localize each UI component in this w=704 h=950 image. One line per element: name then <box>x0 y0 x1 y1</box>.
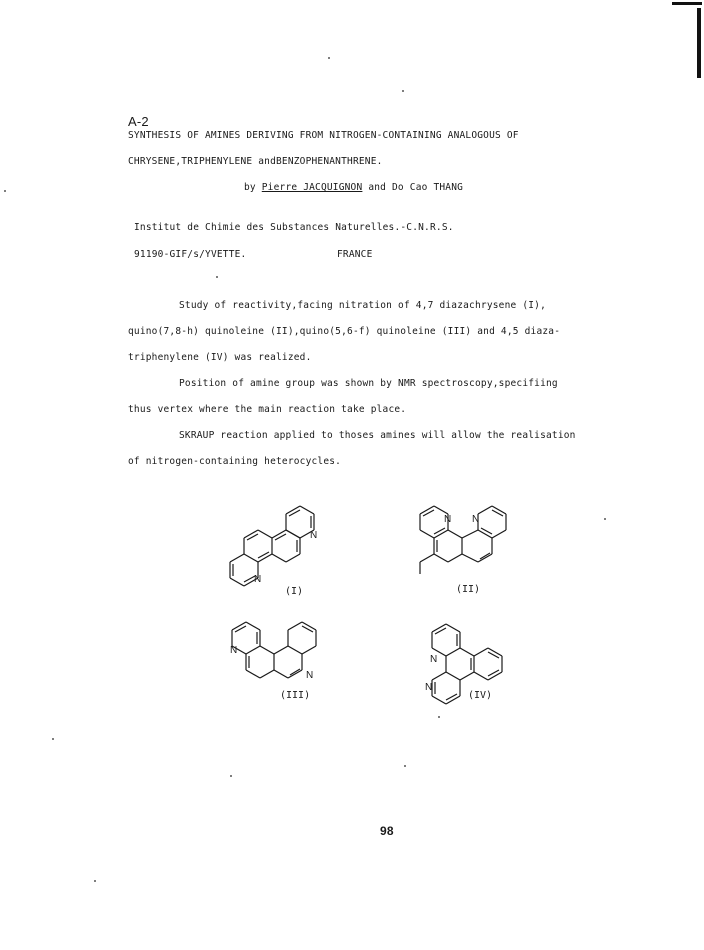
corner-mark-side <box>697 8 701 78</box>
scan-speck <box>404 765 406 767</box>
structure-III-label: (III) <box>280 690 311 701</box>
scan-speck <box>438 716 440 718</box>
abstract-p1-line1: Study of reactivity,facing nitration of 4,7 diazachrysene (I), <box>179 300 547 311</box>
author-2: Do Cao THANG <box>392 182 464 193</box>
structure-III-n2: N <box>306 670 314 681</box>
abstract-p3-line1: SKRAUP reaction applied to thoses amines will allow the realisation <box>179 430 576 441</box>
abstract-p2-line2: thus vertex where the main reaction take place. <box>128 404 407 415</box>
structure-II-bonds <box>420 506 506 574</box>
affiliation-city: 91190-GIF/s/YVETTE. <box>134 249 247 260</box>
structure-I-n1: N <box>310 530 318 541</box>
structure-III-bonds <box>232 622 316 678</box>
byline-and: and <box>368 182 387 193</box>
abstract-p1-line2: quino(7,8-h) quinoleine (II),quino(5,6-f) quinoleine (III) and 4,5 diaza- <box>128 326 561 337</box>
scan-speck <box>230 775 232 777</box>
affiliation-country: FRANCE <box>337 249 373 260</box>
title-line-1: SYNTHESIS OF AMINES DERIVING FROM NITROGEN-CONTAINING ANALOGOUS OF <box>128 130 519 141</box>
scan-speck <box>216 276 218 278</box>
structure-II-diagram <box>414 504 514 584</box>
structure-I-bonds <box>230 506 314 586</box>
scan-speck <box>52 738 54 740</box>
scan-speck <box>4 190 6 192</box>
title-line-2: CHRYSENE,TRIPHENYLENE andBENZOPHENANTHRENE. <box>128 156 383 167</box>
structure-I-diagram <box>224 500 334 590</box>
structure-IV-n2: N <box>425 682 433 693</box>
structure-II-label: (II) <box>456 584 481 595</box>
byline <box>244 182 463 193</box>
structure-I-n2: N <box>254 574 262 585</box>
corner-mark-top <box>672 2 702 5</box>
structure-II-n1: N <box>444 514 452 525</box>
structure-II-n2: N <box>472 514 480 525</box>
byline-prefix: by <box>244 182 256 193</box>
abstract-p2-line1: Position of amine group was shown by NMR spectroscopy,specifiing <box>179 378 558 389</box>
author-1: Pierre JACQUIGNON <box>261 182 363 193</box>
abstract-p1-line3: triphenylene (IV) was realized. <box>128 352 312 363</box>
scan-speck <box>402 90 404 92</box>
structure-IV-label: (IV) <box>468 690 493 701</box>
structure-I-label: (I) <box>285 586 304 597</box>
structure-IV-n1: N <box>430 654 438 665</box>
affiliation-institute: Institut de Chimie des Substances Naturelles.-C.N.R.S. <box>134 222 454 233</box>
scan-speck <box>328 57 330 59</box>
scan-speck <box>604 518 606 520</box>
structure-III-diagram <box>228 620 328 690</box>
page-number: 98 <box>380 824 394 838</box>
structure-III-n1: N <box>230 645 238 656</box>
abstract-p3-line2: of nitrogen-containing heterocycles. <box>128 456 342 467</box>
scan-speck <box>94 880 96 882</box>
paper-code: A-2 <box>128 114 149 129</box>
